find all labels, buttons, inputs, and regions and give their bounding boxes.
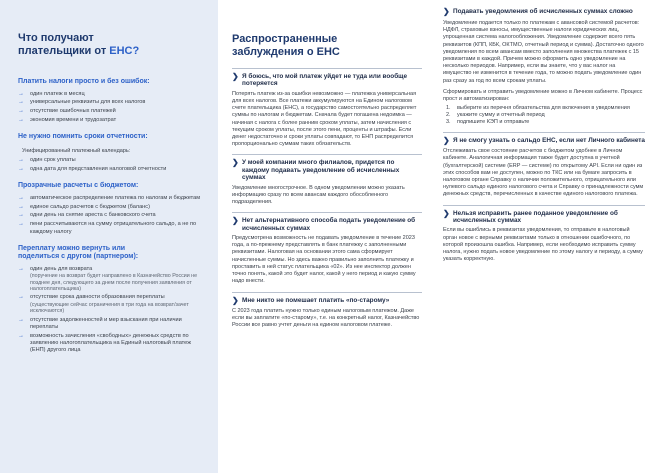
section-transparent-title: Прозрачные расчеты с бюджетом: xyxy=(18,182,139,190)
arrow-right-icon: → xyxy=(18,265,24,272)
bullet-icon: ❯ xyxy=(443,7,450,16)
middle-title: Распространенные заблуждения о ЕНС xyxy=(232,33,340,58)
list-item: → один срок уплаты xyxy=(18,157,76,164)
list-item: → один платеж в месяц xyxy=(18,90,85,97)
question-6: ❯ Я не смогу узнать о сальдо ЕНС, если нет Личного кабинета xyxy=(443,136,645,146)
list-item: 1. выберите из перечня обязательства для включения в уведомления xyxy=(446,105,630,112)
section-transparent-list xyxy=(18,195,208,236)
list-item: → пени рассчитываются на сумму отрицательного сальдо, а не по каждому налогу xyxy=(18,221,197,235)
question-7: ❯ Нельзя исправить ранее поданное уведомление об исчисленных суммах xyxy=(443,208,618,225)
divider xyxy=(232,212,422,213)
bullet-icon: ❯ xyxy=(232,216,239,226)
answer-5-intro: Сформировать и отправить уведомление можно в Личном кабинете. Процесс прост и автоматизирован: xyxy=(443,88,643,103)
list-item: → отсутствие срока давности образования переплаты (существующие сейчас ограничения в три года на возврат/зачет исключаются) xyxy=(18,294,189,315)
answer-2: Уведомление многострочное. В одном уведомлении можно указать информацию сразу по всем авансам каждого обособленного подразделения. xyxy=(232,184,405,206)
divider xyxy=(443,132,645,133)
divider xyxy=(232,154,422,155)
question-3: ❯ Нет альтернативного способа подать уведомление об исчисленных суммах xyxy=(232,216,416,232)
section-deadlines-list xyxy=(18,157,208,173)
list-item: 2. укажите сумму и отчетный период xyxy=(446,112,545,119)
question-2: ❯ У моей компании много филиалов, придется по каждому подавать уведомление об исчисленных суммах xyxy=(232,158,400,182)
list-item: 3. подпишите КЭП и отправьте xyxy=(446,119,530,126)
question-5: ❯ Подавать уведомления об исчисленных суммах сложно xyxy=(443,7,633,16)
arrow-right-icon: → xyxy=(18,332,24,339)
left-column xyxy=(0,0,218,473)
answer-3: Предусмотрена возможность не подавать уведомление в течение 2023 года, а по-прежнему представлять в банк платежку с заполненными реквизитами. Налоговая на основании этого сама сформирует начисленные суммы. Но здесь важно правильно заполнить платежку и проставить в ней статус плательщика «02». Из нее инспектор должен точно понять, какой это будет налог, какой у него период и какую сумму надо внести. xyxy=(232,235,416,285)
bullet-icon: ❯ xyxy=(232,72,239,81)
arrow-right-icon: → xyxy=(18,157,24,164)
answer-7: Если вы ошиблись в реквизитах уведомления, то отправьте в налоговый орган новое с верными реквизитами только в отношении ошибочного, по которой произошла ошибка. Например, если необходимо исправить сумму налога, нужно подать новое уведомление по этому налогу и периоду, а сумму указать корректную. xyxy=(443,227,643,263)
divider xyxy=(232,292,422,293)
right-column xyxy=(430,0,657,473)
arrow-right-icon: → xyxy=(18,221,24,228)
divider xyxy=(443,205,645,206)
left-title: Что получают плательщики от ЕНС? xyxy=(18,32,140,57)
answer-6: Отслеживать свое состояние расчетов с бюджетом удобнее в Личном кабинете. Аналогичная информация также будет доступна в учетной (бухгалтерской) системе (ERP — системе) по открытому API. Если ни один из этих способов вам не доступен, можно по ТКС или на бумаге запросить в налоговом органе Справку о наличии положительного, отрицательного или нулевого сальдо единого налогового счета и Справку о принадлежности сумм денежных средств, перечисленных в качестве единого налогового платежа. xyxy=(443,148,644,198)
list-item: → один день для возврата (поручение на возврат будет направлено в Казначейство России не позднее дня, следующего за днем после получения заявления от налогоплательщика) xyxy=(18,265,198,293)
bullet-icon: ❯ xyxy=(443,136,450,146)
list-item: → единое сальдо расчетов с бюджетом (баланс) xyxy=(18,203,150,210)
list-item: → автоматическое распределение платежа по налогам и бюджетам xyxy=(18,194,201,201)
answer-4: С 2023 года платить нужно только единым налоговым платежом. Даже если вы заплатите «по-старому», т.е. на конкретный налог, Казначейство России все равно учтет деньги на едином налоговом платеже. xyxy=(232,307,420,328)
list-item: → одна дата для представления налоговой отчетности xyxy=(18,165,167,172)
arrow-right-icon: → xyxy=(18,316,24,323)
section-overpay-list xyxy=(18,266,208,354)
bullet-icon: ❯ xyxy=(232,295,239,305)
list-item: → универсальные реквизиты для всех налогов xyxy=(18,99,146,106)
arrow-right-icon: → xyxy=(18,108,24,115)
answer-5: Уведомление подается только по платежам с авансовой системой расчетов: НДФЛ, страховые взносы, имущественные налоги юридических лиц, упрощенная система налогообложения. Уведомление содержит всего пять реквизитов (КПП, КБК, ОКТМО, отчетный период и сумма). Достаточно одного уведомления по всем авансам вместо заполнения множества платежек с 15 реквизитами в каждой. Причем можно оформить одно уведомление на несколько периодов. Например, если вы знаете, что у вас налог на имущество не изменится в течение года, то можно подать уведомление один раз сразу за год по всем срокам уплаты. xyxy=(443,20,644,84)
section-pay-title: Платить налоги просто и без ошибок: xyxy=(18,78,150,85)
question-1: ❯ Я боюсь, что мой платеж уйдет не туда или вообще потеряется xyxy=(232,72,408,88)
middle-column xyxy=(218,0,430,473)
arrow-right-icon: → xyxy=(18,203,24,210)
steps-list xyxy=(443,105,645,126)
section-overpay-title: Переплату можно вернуть или поделиться с другом (партнером): xyxy=(18,244,139,261)
section-deadlines-intro: Унифицированный платежный календарь: xyxy=(22,147,131,154)
bullet-icon: ❯ xyxy=(443,208,450,218)
list-item: → отсутствие задолженностей и мер взыскания при наличии переплаты xyxy=(18,316,182,330)
list-item: → одни день на снятие ареста с банковского счета xyxy=(18,212,156,219)
question-4: ❯ Мне никто не помешает платить «по-старому» xyxy=(232,295,390,305)
list-item: → возможность зачисления «свободных» денежных средств по заявлению налогоплательщика на Единый налоговый платеж (ЕНП) другого лица xyxy=(18,332,191,353)
list-item: → экономия времени и трудозатрат xyxy=(18,117,117,124)
section-pay-list xyxy=(18,91,208,125)
arrow-right-icon: → xyxy=(18,90,24,97)
arrow-right-icon: → xyxy=(18,194,24,201)
arrow-right-icon: → xyxy=(18,117,24,124)
arrow-right-icon: → xyxy=(18,294,24,301)
bullet-icon: ❯ xyxy=(232,158,239,168)
section-deadlines-title: Не нужно помнить сроки отчетности: xyxy=(18,133,148,141)
answer-1: Потерять платеж из-за ошибки невозможно — платежка универсальная для всех налогов. Все платежи аккумулируются на Едином налоговом счете плательщика (ЕНС), а государство самостоятельно распределяет суммы по налогам и бюджетам. Сначала будет погашена недоимка — начиная с налога с более ранним сроком уплаты, затем начисления с текущим сроком уплаты, после этого пени, проценты и штрафы. Если денег недостаточно и сроки уплаты совпадают, то ЕНП распределится пропорционально суммам таких обязательств. xyxy=(232,90,417,148)
arrow-right-icon: → xyxy=(18,99,24,106)
arrow-right-icon: → xyxy=(18,165,24,172)
arrow-right-icon: → xyxy=(18,212,24,219)
list-item: → отсутствие ошибочных платежей xyxy=(18,108,116,115)
divider xyxy=(232,68,422,69)
